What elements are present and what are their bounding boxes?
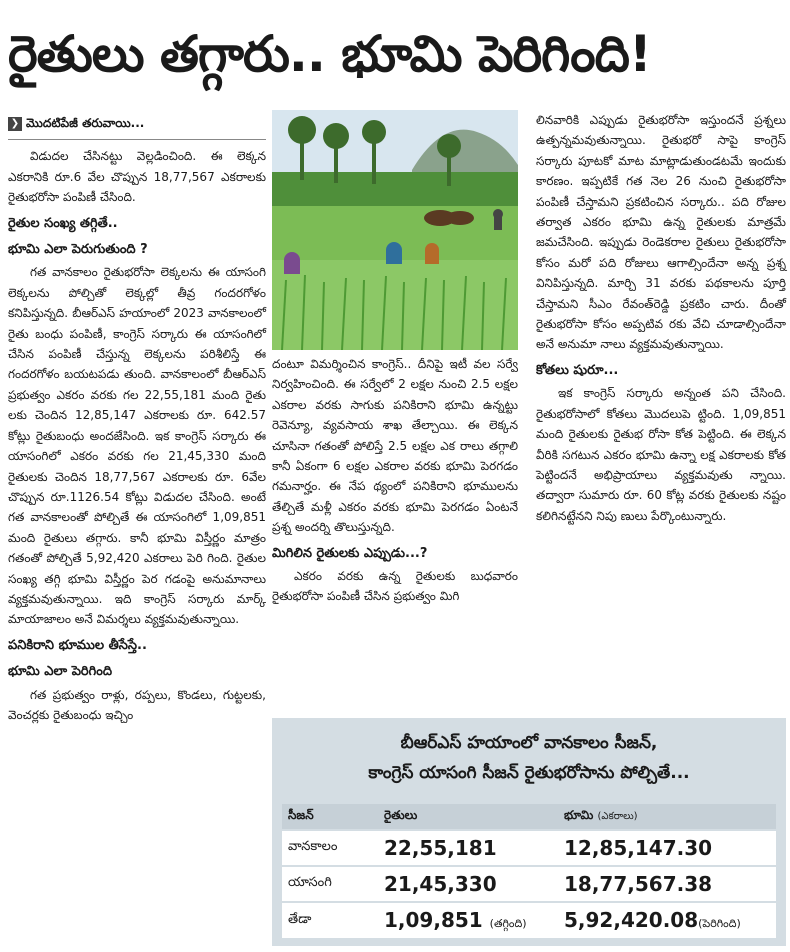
farmers-value: 1,09,851 xyxy=(384,908,483,932)
comparison-table xyxy=(282,804,776,938)
header-farmers: రైతులు xyxy=(378,804,558,830)
subheading: పనికిరాని భూముల తీసేస్తే.. xyxy=(8,637,147,653)
land-value: 12,85,147.30 xyxy=(564,836,713,860)
land-cell xyxy=(558,866,776,902)
header-land-unit: (ఎకరాలు) xyxy=(597,811,638,822)
chevron-right-icon: ❯ xyxy=(8,117,22,131)
table-row xyxy=(282,866,776,902)
comparison-table-box xyxy=(272,718,786,946)
land-note: (పెరిగింది) xyxy=(698,917,741,930)
farmers-cell xyxy=(378,866,558,902)
table-row xyxy=(282,830,776,866)
paragraph: విడుదల చేసినట్టు వెల్లడించింది. ఈ లెక్కన ఎకరానికి రూ.6 వేల చొప్పున 18,77,567 ఎకరాలకు రైతుభరోసా పంపిణీ చేసింది. xyxy=(8,149,266,205)
table-title xyxy=(272,718,786,788)
season-cell: యాసంగి xyxy=(282,866,378,902)
farmers-cell xyxy=(378,830,558,866)
land-value: 18,77,567.38 xyxy=(564,872,713,896)
farm-scene-illustration xyxy=(272,110,518,350)
divider xyxy=(8,139,266,140)
season-cell: వానకాలం xyxy=(282,830,378,866)
kicker-text: మొదటిపేజీ తరువాయి... xyxy=(26,116,145,130)
continuation-kicker xyxy=(8,113,266,133)
farmers-note: (తగ్గింది) xyxy=(489,917,527,930)
farmers-value: 21,45,330 xyxy=(384,872,497,896)
paddy-field-photo xyxy=(272,110,518,350)
land-value: 5,92,420.08 xyxy=(564,908,699,932)
table-title-line-2: కాంగ్రెస్ యాసంగి సీజన్ రైతుభరోసాను పోల్చితే... xyxy=(368,763,690,783)
table-row xyxy=(282,902,776,938)
subheading: భూమి ఎలా పెరిగింది xyxy=(8,664,112,680)
farmers-value: 22,55,181 xyxy=(384,836,497,860)
season-cell: తేడా xyxy=(282,902,378,938)
column-2 xyxy=(272,354,518,609)
subheading: మిగిలిన రైతులకు ఎప్పుడు...? xyxy=(272,545,428,561)
subheading: కోతలు షురూ... xyxy=(536,362,619,378)
table-title-line-1: బీఆర్ఎస్ హయాంలో వానకాలం సీజన్, xyxy=(400,733,658,753)
header-season: సీజన్ xyxy=(282,804,378,830)
column-3 xyxy=(536,110,786,528)
paragraph: దంటూ విమర్శించిన కాంగ్రెస్.. దీనిపై ఇటీ వల సర్వే నిర్వహించింది. ఈ సర్వేలో 2 లక్షల నుంచి 2.5 లక్షల ఎకరాల వరకు సాగుకు పనికిరాని భూమి ఉన్నట్టు రెవెన్యూ, వ్యవసాయ శాఖ తేల్చాయి. ఈ లెక్కన చూసినా గతంతో పోలిస్తే 2.5 లక్షల ఎక రాలు తగ్గాలి కానీ ఏకంగా 6 లక్షల ఎకరాల వరకు భూమి పెరగడం గమనార్హం. ఈ నేప థ్యంలో పనికిరాని భూములను తేల్చితే మళ్లీ ఎకరం వరకు భూమి పెరగడం ఏంటనే ప్రశ్న అందర్ని తొలుస్తున్నది. xyxy=(272,357,518,535)
header-land xyxy=(558,804,776,830)
header-land-label: భూమి xyxy=(564,808,594,822)
land-cell xyxy=(558,830,776,866)
paragraph: గత ప్రభుత్వం రాళ్లు, రప్పలు, కొండలు, గుట్టలకు, వెంచర్లకు రైతుబంధు ఇచ్చిం xyxy=(8,687,266,722)
headline: రైతులు తగ్గారు.. భూమి పెరిగింది! xyxy=(8,25,651,83)
paragraph: ఇక కాంగ్రెస్ సర్కారు అన్నంత పని చేసింది. రైతుభరోసాలో కోతలు మొదలుపె ట్టింది. 1,09,851 మంది రైతులకు రైతుభ రోసా కోత పెట్టింది. ఈ లెక్కన వీరికి సగటున ఎకరం భూమి ఉన్నా లక్ష ఎకరాలకు కోత పెట్టిందనే అభిప్రాయాలు వ్యక్తమవుతు న్నాయి. తద్వారా సుమారు రూ. 60 కోట్ల వరకు రైతులకు నష్టం కలిగినట్టేనని నిపు ణులు పేర్కొంటున్నారు. xyxy=(536,386,786,523)
paragraph: గత వానకాలం రైతుభరోసా లెక్కలను ఈ యాసంగి లెక్కలను పోల్చితో లెక్కల్లో తీవ్ర గందరగోళం కనిపిస్తున్నది. బీఆర్ఎస్ హయాంలో 2023 వానకాలంలో రైతు బంధు పంపిణీ, కాంగ్రెస్ సర్కారు ఈ యాసంగిలో చేసిన పంపిణీ చేస్తున్న లెక్కలను పరిశీలిస్తే ఈ గందరగోళం బయటపడు తుంది. వానకాలంలో బీఆర్ఎస్ ప్రభుత్వం ఎకరం వరకు గల 22,55,181 మంది రైతు లకు చెందిన 12,85,147 ఎకరాలకు రూ. 642.57 కోట్లు రైతుబంధు అందజేసింది. ఇక కాంగ్రెస్ సర్కారు ఈ యాసంగిలో ఎకరం వరకు గల 21,45,330 మంది రైతులకు చెందిన 18,77,567 ఎకరాలకు రూ. 6వేల చొప్పున రూ.1126.54 కోట్లు విడుదల చేసింది. అంటే గత వానకాలంతో పోల్చితే ఈ యాసంగిలో 1,09,851 మంది రైతులు తగ్గారు. కానీ భూమి విస్తీర్ణం మాత్రం గతంతో పోల్చితే 5,92,420 ఎకరాలు పెరి గింది. రైతుల సంఖ్య తగ్గి భూమి విస్తీర్ణం పెర గడంపై అనుమానాలు వ్యక్తమవుతున్నాయి. ఇది కాంగ్రెస్ సర్కారు మార్క్ మాయాజాలం అనే విమర్శలు వ్యక్తమవుతున్నాయి. xyxy=(8,265,266,627)
farmers-cell xyxy=(378,902,558,938)
subheading: భూమి ఎలా పెరుగుతుంది ? xyxy=(8,242,148,258)
table-header-row xyxy=(282,804,776,830)
paragraph: ఎకరం వరకు ఉన్న రైతులకు బుధవారం రైతుభరోసా పంపిణీ చేసిన ప్రభుత్వం మిగి xyxy=(272,569,518,604)
subheading: రైతుల సంఖ్య తగ్గితే.. xyxy=(8,215,118,231)
paragraph: లినవారికి ఎప్పుడు రైతుభరోసా ఇస్తుందనే ప్రశ్నలు ఉత్పన్నమవుతున్నాయి. రైతుభరో సాపై కాంగ్రెస్ సర్కారు పూటకో మాట మాట్లాడుతుండటమే ఇందుకు కారణం. ఇప్పటికే గత నెల 26 నుంచి రైతుభరోసా పంపిణీ చేస్తామని ప్రకటించిన సర్కారు.. పది రోజుల తర్వాత ఎకరం భూమి ఉన్న రైతులకు మాత్రమే జమచేసింది. ఇప్పుడు రెండెకరాల రైతులు రైతుభరోసా కోసం మరో పది రోజులు ఆగాల్సిందేనా అన్న ప్రశ్న వినిపిస్తున్నది. మార్చి 31 వరకు పథకాలను పూర్తి చేస్తామని సీఎం రేవంత్‌రెడ్డి ప్రకటిం చారు. దీంతో రైతుభరోసా కోసం అప్పటివ రకు వేచి చూడాల్సిందేనా అనే అనుమా నాలు వ్యక్తమవుతున్నాయి. xyxy=(536,113,786,352)
land-cell xyxy=(558,902,776,938)
column-1 xyxy=(8,110,266,727)
